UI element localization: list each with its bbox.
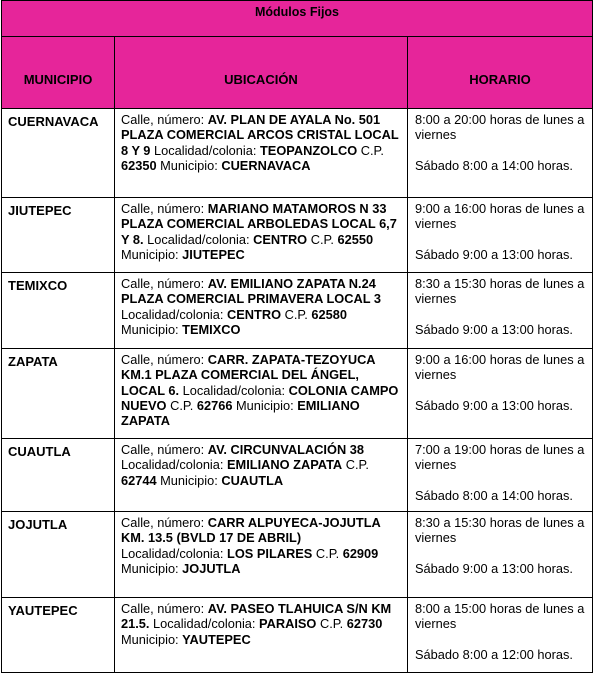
ubicacion-value: AV. PASEO TLAHUICA S/N KM 21.5. — [121, 601, 392, 632]
ubicacion-cell — [115, 598, 408, 673]
ubicacion-value: AV. EMILIANO ZAPATA N.24 PLAZA COMERCIAL PRIMAVERA LOCAL 3 — [121, 276, 381, 307]
header-ubicacion: UBICACIÓN — [115, 37, 408, 109]
table-row — [2, 109, 593, 198]
ubicacion-value: 62744 — [121, 472, 157, 488]
horario-sabado: Sábado 9:00 a 13:00 horas. — [415, 321, 573, 337]
ubicacion-value: 62550 — [337, 231, 374, 247]
ubicacion-label: Calle, número: — [121, 601, 208, 616]
horario-cell — [408, 109, 593, 198]
ubicacion-value: 62580 — [311, 306, 347, 322]
municipio-cell: CUAUTLA — [2, 439, 115, 512]
ubicacion-value: LOS PILARES — [227, 545, 313, 561]
municipio-cell: YAUTEPEC — [2, 598, 115, 673]
ubicacion-label: C.P. — [357, 142, 384, 158]
ubicacion-label: C.P. — [307, 231, 338, 247]
ubicacion-cell — [115, 512, 408, 598]
ubicacion-label: Municipio: — [156, 157, 222, 173]
horario-semana: 7:00 a 19:00 horas de lunes a viernes — [415, 442, 585, 473]
horario-cell — [408, 349, 593, 439]
municipio-cell: TEMIXCO — [2, 273, 115, 349]
ubicacion-cell — [115, 349, 408, 439]
horario-semana: 8:00 a 20:00 horas de lunes a viernes — [415, 112, 585, 143]
table-row — [2, 439, 593, 512]
horario-semana: 8:00 a 15:00 horas de lunes a viernes — [415, 601, 585, 632]
table-row — [2, 198, 593, 273]
ubicacion-value: 62766 — [196, 397, 233, 413]
ubicacion-label: Localidad/colonia: — [149, 616, 260, 632]
table-row — [2, 273, 593, 349]
horario-sabado: Sábado 8:00 a 14:00 horas. — [415, 487, 573, 503]
ubicacion-label: C.P. — [312, 545, 343, 561]
modulos-fijos-table — [1, 0, 593, 673]
ubicacion-value: 62730 — [346, 616, 383, 632]
horario-semana: 9:00 a 16:00 horas de lunes a viernes — [415, 352, 585, 383]
ubicacion-label: Localidad/colonia: — [143, 231, 254, 247]
ubicacion-value: CUERNAVACA — [221, 157, 311, 173]
ubicacion-value: MARIANO MATAMOROS N 33 PLAZA COMERCIAL ARBOLEDAS LOCAL 6,7 Y 8. — [121, 201, 397, 247]
ubicacion-label: Calle, número: — [121, 112, 208, 127]
ubicacion-label: Localidad/colonia: — [179, 382, 289, 398]
ubicacion-value: YAUTEPEC — [182, 631, 251, 647]
table-row — [2, 598, 593, 673]
ubicacion-value: EMILIANO ZAPATA — [227, 457, 343, 473]
ubicacion-label: C.P. — [166, 397, 197, 413]
ubicacion-value: 62350 — [121, 157, 157, 173]
horario-semana: 9:00 a 16:00 horas de lunes a viernes — [415, 201, 585, 232]
ubicacion-label: Municipio: — [121, 321, 183, 337]
ubicacion-value: COLONIA CAMPO NUEVO — [121, 382, 399, 413]
ubicacion-label: Municipio: — [156, 472, 222, 488]
horario-cell — [408, 273, 593, 349]
header-municipio: MUNICIPIO — [2, 37, 115, 109]
table-row — [2, 349, 593, 439]
ubicacion-label: Calle, número: — [121, 276, 208, 291]
ubicacion-value: 62909 — [342, 545, 379, 561]
horario-sabado: Sábado 8:00 a 14:00 horas. — [415, 157, 573, 173]
table-title: Módulos Fijos — [2, 1, 593, 37]
ubicacion-label: Municipio: — [121, 631, 183, 647]
ubicacion-cell — [115, 109, 408, 198]
ubicacion-label: Localidad/colonia: — [150, 142, 260, 158]
ubicacion-label: Localidad/colonia: — [121, 545, 228, 561]
ubicacion-value: CARR. ZAPATA-TEZOYUCA KM.1 PLAZA COMERCIAL DEL ÁNGEL, LOCAL 6. — [121, 352, 376, 398]
ubicacion-value: TEMIXCO — [182, 321, 241, 337]
ubicacion-label: Calle, número: — [121, 442, 208, 457]
table-row — [2, 512, 593, 598]
horario-semana: 8:30 a 15:30 horas de lunes a viernes — [415, 276, 585, 307]
municipio-cell: JIUTEPEC — [2, 198, 115, 273]
ubicacion-value: JOJUTLA — [182, 560, 241, 576]
ubicacion-value: PARAISO — [259, 616, 317, 632]
horario-sabado: Sábado 9:00 a 13:00 horas. — [415, 397, 573, 413]
ubicacion-value: JIUTEPEC — [182, 246, 245, 262]
ubicacion-cell — [115, 439, 408, 512]
horario-sabado: Sábado 8:00 a 12:00 horas. — [415, 646, 573, 662]
ubicacion-label: Municipio: — [121, 246, 183, 262]
ubicacion-label: Calle, número: — [121, 201, 208, 216]
header-horario: HORARIO — [408, 37, 593, 109]
ubicacion-value: AV. CIRCUNVALACIÓN 38 — [207, 442, 364, 457]
horario-cell — [408, 198, 593, 273]
horario-cell — [408, 439, 593, 512]
ubicacion-value: CENTRO — [227, 306, 282, 322]
horario-sabado: Sábado 9:00 a 13:00 horas. — [415, 246, 573, 262]
ubicacion-label: C.P. — [281, 306, 312, 322]
municipio-cell: CUERNAVACA — [2, 109, 115, 198]
ubicacion-value: CUAUTLA — [221, 472, 284, 488]
ubicacion-label: Localidad/colonia: — [121, 306, 228, 322]
ubicacion-label: Municipio: — [232, 397, 298, 413]
ubicacion-value: TEOPANZOLCO — [259, 142, 358, 158]
ubicacion-label: Calle, número: — [121, 352, 208, 367]
ubicacion-cell — [115, 198, 408, 273]
ubicacion-label: Municipio: — [121, 560, 183, 576]
horario-semana: 8:30 a 15:30 horas de lunes a viernes — [415, 515, 585, 546]
horario-sabado: Sábado 9:00 a 13:00 horas. — [415, 560, 573, 576]
ubicacion-label: Calle, número: — [121, 515, 208, 530]
table-body — [2, 109, 593, 673]
horario-cell — [408, 598, 593, 673]
ubicacion-value: CARR ALPUYECA-JOJUTLA KM. 13.5 (BVLD 17 DE ABRIL) — [121, 515, 381, 546]
ubicacion-label: Localidad/colonia: — [121, 457, 228, 473]
ubicacion-value: CENTRO — [253, 231, 308, 247]
ubicacion-cell — [115, 273, 408, 349]
horario-cell — [408, 512, 593, 598]
ubicacion-value: AV. PLAN DE AYALA No. 501 PLAZA COMERCIAL ARCOS CRISTAL LOCAL 8 Y 9 — [121, 112, 399, 158]
municipio-cell: JOJUTLA — [2, 512, 115, 598]
ubicacion-value: EMILIANO ZAPATA — [121, 397, 360, 429]
municipio-cell: ZAPATA — [2, 349, 115, 439]
ubicacion-label: C.P. — [342, 457, 369, 473]
ubicacion-label: C.P. — [316, 616, 347, 632]
